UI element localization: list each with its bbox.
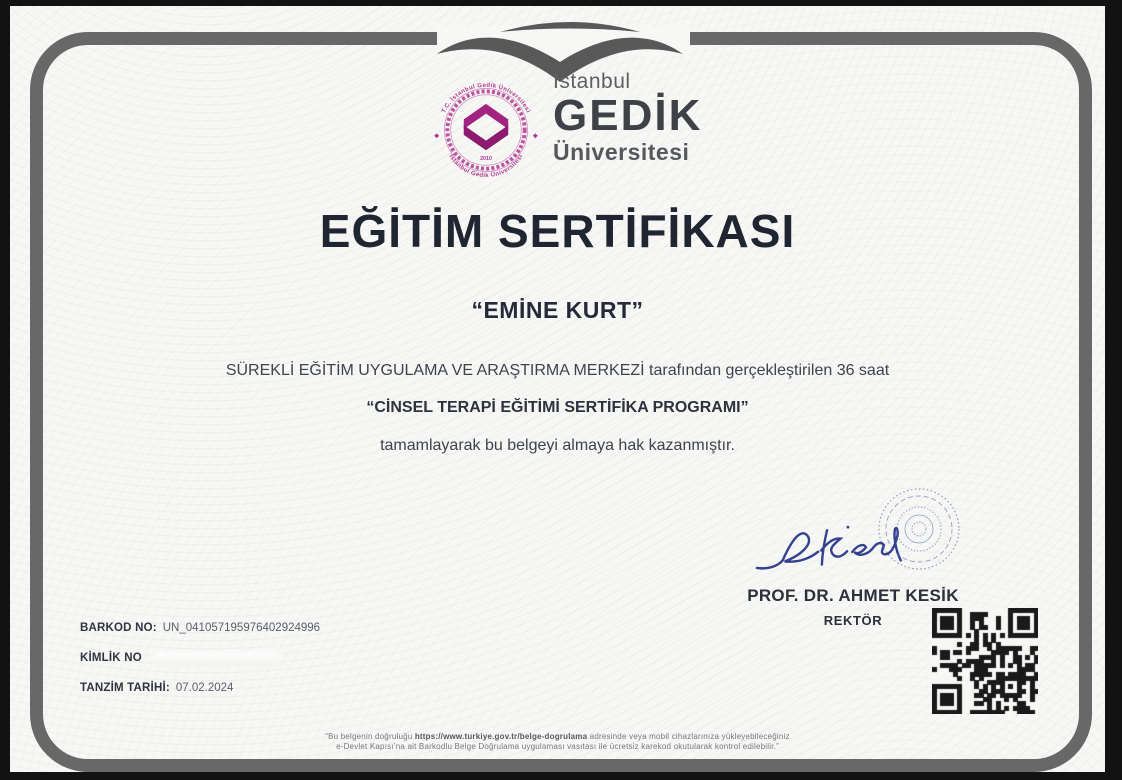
kimlik-row [80, 652, 320, 682]
certificate-paper [10, 6, 1105, 772]
seal-bottom-text: İstanbul Gedik Üniversitesi [447, 153, 525, 180]
body-line-2: tamamlayarak bu belgeyi almaya hak kazanmıştır. [380, 437, 735, 454]
tanzim-value: 07.02.2024 [175, 682, 234, 694]
wordmark-name: GEDİK [553, 91, 703, 140]
signer-name: PROF. DR. AHMET KESİK [747, 586, 959, 605]
university-seal-logo [428, 72, 544, 188]
verification-footer [10, 732, 1105, 752]
body-line-1: SÜREKLİ EĞİTİM UYGULAMA VE ARAŞTIRMA MERKEZİ tarafından gerçekleştirilen 36 saat [225, 362, 890, 379]
barkod-value: UN_041057195976402924996 [162, 622, 321, 634]
seal-year: 2010 [480, 155, 492, 162]
barkod-row [80, 622, 320, 652]
footer-line-2: e-Devlet Kapısı’na ait Barkodlu Belge Doğrulama uygulaması vasıtası ile ücretsiz karekod okutularak kontrol edilebilir.” [336, 742, 779, 751]
wordmark-suffix: Üniversitesi [553, 138, 690, 165]
wordmark-city: İstanbul [553, 70, 631, 93]
seal-g-monogram [464, 104, 508, 150]
kimlik-label: KİMLİK NO [80, 652, 142, 664]
university-wordmark [553, 70, 702, 166]
barkod-label: BARKOD NO: [80, 622, 157, 634]
tanzim-label: TANZİM TARİHİ: [80, 682, 170, 694]
certificate-title: EĞİTİM SERTİFİKASI [319, 205, 796, 257]
qr-code [932, 608, 1038, 714]
signer-title: REKTÖR [823, 613, 883, 628]
recipient-name: “EMİNE KURT” [471, 297, 644, 323]
tanzim-row [80, 682, 320, 712]
kimlik-no-redacted [152, 652, 282, 666]
verification-url: https://www.turkiye.gov.tr/belge-dogrulama [414, 732, 588, 741]
footer-line-1: “Bu belgenin doğruluğu https://www.turkiye.gov.tr/belge-dogrulama adresinde veya mobil cihazlarınıza yükleyebileceğiniz [325, 732, 790, 741]
seal-top-text: T.C. İstanbul Gedik Üniversitesi [440, 81, 532, 115]
round-stamp [876, 486, 962, 572]
program-name: “CİNSEL TERAPİ EĞİTİMİ SERTİFİKA PROGRAMI” [366, 399, 749, 416]
document-meta [80, 622, 320, 712]
